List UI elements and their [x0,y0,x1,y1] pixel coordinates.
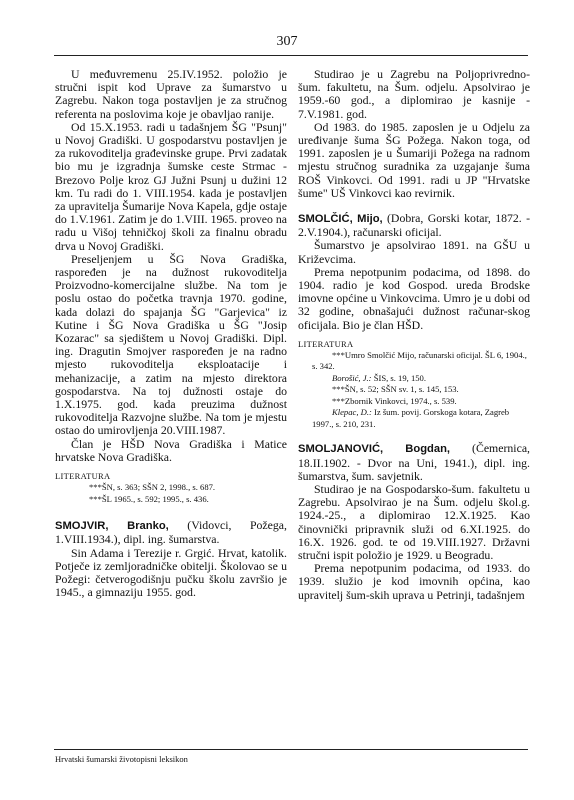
paragraph: Od 1983. do 1985. zaposlen je u Odjelu za uređivanje šuma ŠG Požega. Nakon toga, od 1991. zaposlen je u Šumariji Požega na radnom mjestu stručnog suradnika za uzgajanje šuma ROŠ Vinkovci. Od 1991. radi u JP "Hrvatske šume" UŠ Vinkovci kao revirnik. [298,119,530,200]
literature-heading: LITERATURA [298,338,354,349]
left-column [55,68,287,599]
entry-details: (Vidovci, Požega, 1.VIII.1934.), dipl. ing. šumarstva. [55,518,287,547]
entry-name: SMOLČIĆ, Mijo, [298,213,383,226]
paragraph: Preseljenjem u ŠG Nova Gradiška, raspoređen je na dužnost rukovoditelja Proizvodno-komercijalne službe. Na tom je poslu ostao do početka travnja 1970. godine, kada dolazi do spajanja ŠG "Garjevica" iz Kutine i ŠG Nova Gradiška u ŠG "Josip Kozarac" sa sjedištem u Novoj Gradiški. Dipl. ing. Dragutin Smojver raspoređen je na radno mjesto rukovoditelja eksploatacije i mehanizacije, a zatim na mjesto direktora gospodarstva. Na toj dužnosti ostaje do 1.X.1975. god. kada preuzima dužnost rukovoditelja Razvojne službe. Na tom je mjestu ostao do umirovljenja 20.VIII.1987. [55,251,287,438]
paragraph: Šumarstvo je apsolvirao 1891. na GŠU u Križevcima. [298,238,530,266]
entry-details: (Dobra, Gorski kotar, 1872. - 2.V.1904.), računarski oficijal. [298,211,531,240]
paragraph: Prema nepotpunim podacima, od 1933. do 1939. služio je kod imovnih općina, kao upravitelj šum-skih uprava u Petrinji, tadašnjem [298,561,530,602]
literature-item: ***ŠN, s. 52; SŠN sv. 1, s. 145, 153. [332,384,459,395]
paragraph: Studirao je na Gospodarsko-šum. fakultetu u Zagrebu. Apsolvirao je na Šum. odjelu škol.g. 1924.-25., a diplomirao 12.X.1925. Kao činovnički pripravnik služi od 6.XI.1925. do 16.X. 1926. god. te od 19.VIII.1927. Državni stručni ispit položio je 1929. u Beogradu. [298,481,530,562]
right-column [298,68,530,602]
entry-heading [298,212,530,239]
paragraph: U međuvremenu 25.IV.1952. položio je stručni ispit kod Uprave za šumarstvo u Zagrebu. Nakon toga postavljen je za stručnog referenta na poslovima koje je obavljao ranije. [55,67,287,121]
literature-author: Klepac, D.: [332,407,372,418]
paragraph: Prema nepotpunim podacima, od 1898. do 1904. radio je kod Gospod. ureda Brodske imovne općine u Vinkovcima. Umro je u dobi od 32 godine, obnašajući dužnost računar-skog oficijala. Bio je član HŠD. [298,264,530,332]
running-footer: Hrvatski šumarski životopisni leksikon [55,754,188,764]
entry-name: SMOJVIR, Branko, [55,520,169,533]
paragraph: Od 15.X.1953. radi u tadašnjem ŠG "Psunj" u Novoj Gradiški. U gospodarstvu postavljen je za rukovoditelja građevinske grupe. Prvi zadatak bio mu je izgradnja šumske ceste Strmac - Brezovo Polje kroz GJ Južni Psunj u dužini 12 km. Tu radi do 1. VIII.1954. kada je postavljen za upravitelja Šumarije Nova Kapela, gdje ostaje do 1.V.1961. Zatim je do 1.VIII. 1965. proveo na radu u Višoj tehničkoj školi za finalnu obradu drva u Novoj Gradiški. [55,119,287,253]
paragraph: Sin Adama i Terezije r. Grgić. Hrvat, katolik. Potječe iz zemljoradničke obitelji. Školovao se u Požegi: četverogodišnju pučku školu završio je 1945., a gimnaziju 1955. god. [55,545,287,600]
literature-item [298,373,530,385]
page-number: 307 [276,34,298,49]
entry-heading [55,519,287,546]
paragraph: Član je HŠD Nova Gradiška i Matice hrvatske Nova Gradiška. [55,436,287,464]
literature-item: ***Umro Smolčić Mijo, računarski oficijal. ŠL 6, 1904., s. 342. [312,349,527,372]
literature-heading: LITERATURA [55,471,111,482]
literature-item: ***Zbornik Vinkovci, 1974., s. 539. [332,395,457,406]
literature-item: ***ŠL 1965., s. 592; 1995., s. 436. [89,493,209,504]
literature-ref: ŠIS, s. 19, 150. [371,372,426,383]
paragraph: Studirao je u Zagrebu na Poljoprivredno-šum. fakultetu, na Šum. odjelu. Apsolvirao je 1959.-60 god., a diplomirao je kasnije - 7.V.1981. god. [298,67,530,121]
literature-ref: Iz šum. povij. Gorskoga kotara, Zagreb 1997., s. 210, 231. [312,407,510,429]
entry-heading [298,442,530,483]
literature-item: ***ŠN, s. 363; SŠN 2, 1998., s. 687. [89,482,216,493]
entry-name: SMOLJANOVIĆ, Bogdan, [298,443,451,456]
header-rule [54,55,528,56]
literature-author: Borošić, J.: [332,372,372,383]
literature-item [298,407,530,430]
entry-details: (Čemernica, 18.II.1902. - Dvor na Uni, 1941.), dipl. ing. šumarstva, šum. savjetnik. [298,441,530,483]
footer-rule [54,749,528,750]
